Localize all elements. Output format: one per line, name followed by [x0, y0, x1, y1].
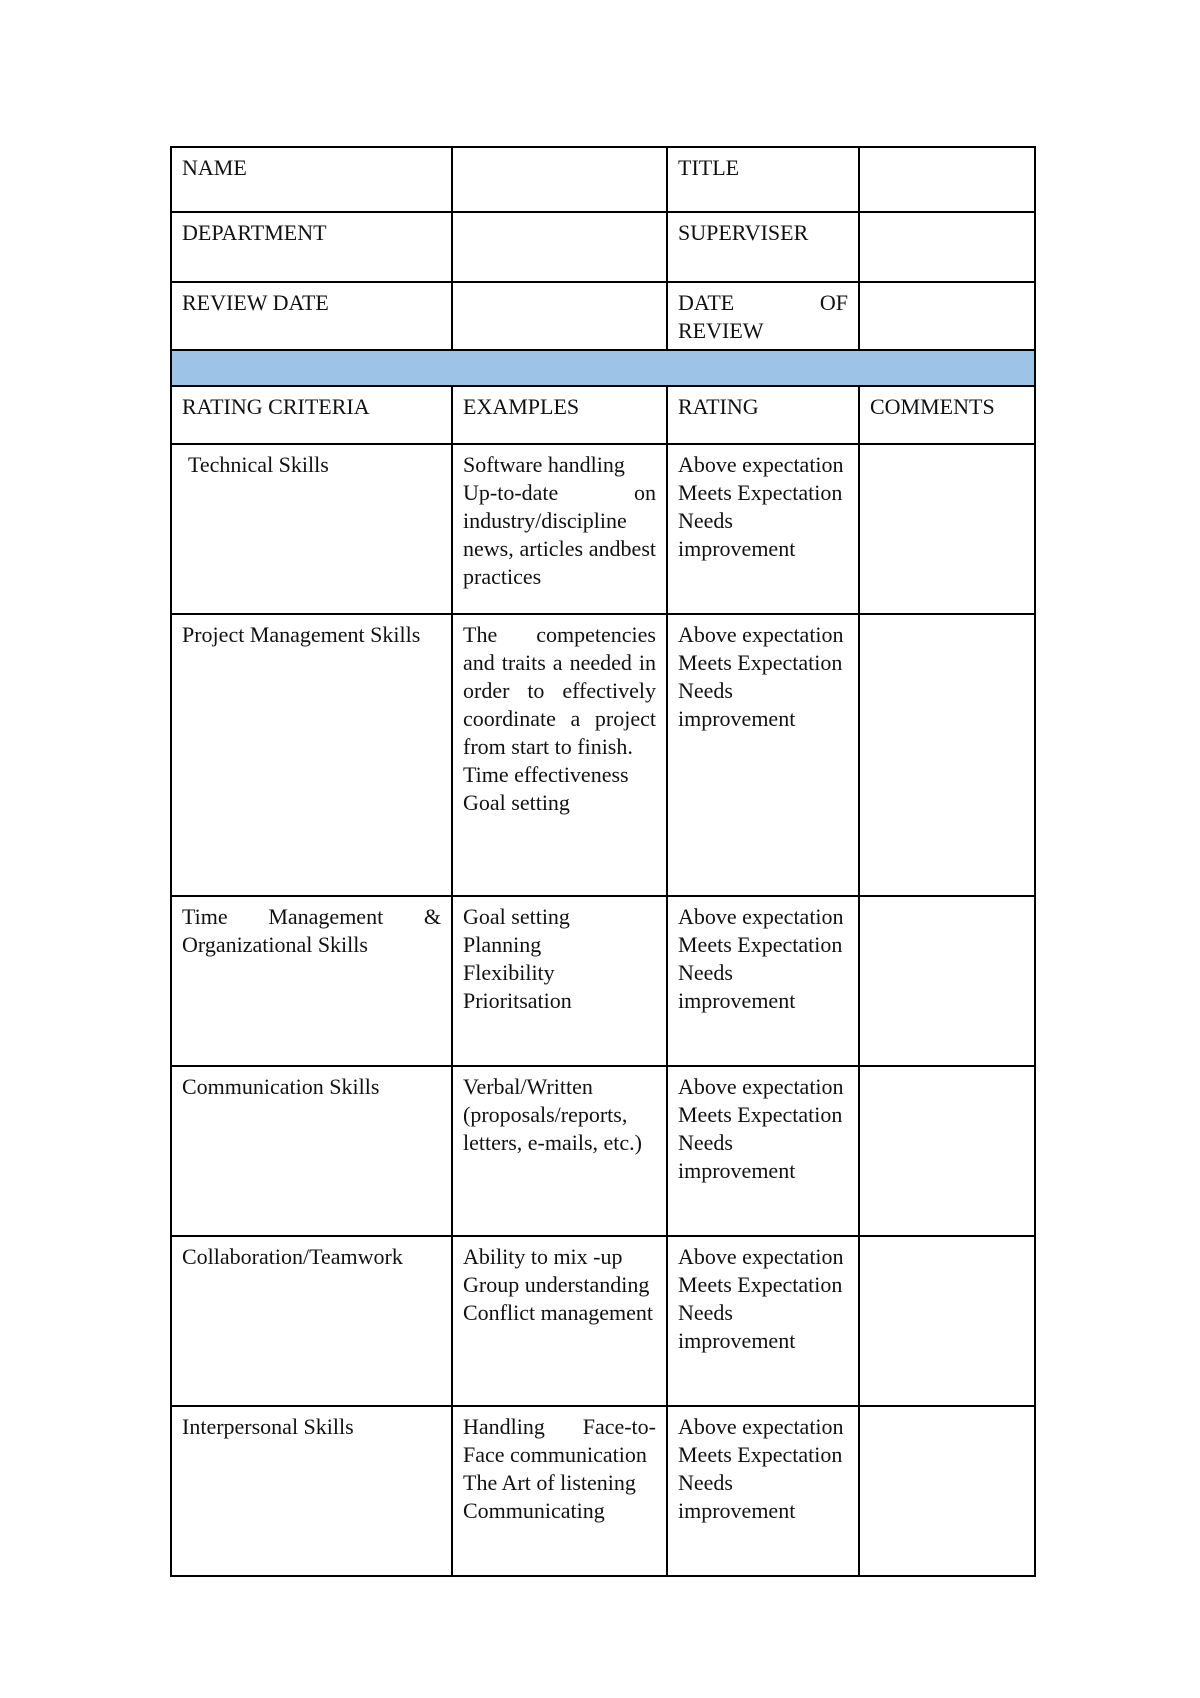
example-item: Prioritsation	[463, 988, 572, 1013]
example-item: Handling Face-to-Face communication	[463, 1414, 656, 1467]
examples-cell	[452, 896, 667, 1066]
rating-option[interactable]: Meets Expectation	[678, 1442, 843, 1467]
name-label: NAME	[171, 147, 452, 212]
criteria-label: Interpersonal Skills	[182, 1414, 354, 1439]
rating-cell[interactable]	[667, 896, 859, 1066]
rating-option[interactable]: Above expectation	[678, 1244, 844, 1269]
examples-cell	[452, 1066, 667, 1236]
rating-option[interactable]: Meets Expectation	[678, 1272, 843, 1297]
review-date-field[interactable]	[452, 282, 667, 350]
criteria-row	[171, 1066, 1035, 1236]
rating-option[interactable]: Meets Expectation	[678, 650, 843, 675]
example-item: Time effectiveness	[463, 762, 629, 787]
rating-option[interactable]: Meets Expectation	[678, 932, 843, 957]
rating-option[interactable]: Needs improvement	[678, 678, 796, 731]
rating-cell[interactable]	[667, 614, 859, 896]
example-item: The Art of listening	[463, 1470, 636, 1495]
comments-field[interactable]	[859, 1236, 1035, 1406]
criteria-label: Collaboration/Teamwork	[182, 1244, 403, 1269]
title-label: TITLE	[667, 147, 859, 212]
criteria-label: Project Management Skills	[182, 622, 421, 647]
date-of-review-label: DATE OF REVIEW	[667, 282, 859, 350]
review-date-row	[171, 282, 1035, 350]
criteria-cell	[171, 896, 452, 1066]
rating-option[interactable]: Meets Expectation	[678, 1102, 843, 1127]
rating-option[interactable]: Needs improvement	[678, 508, 796, 561]
criteria-row	[171, 614, 1035, 896]
rating-option[interactable]: Needs improvement	[678, 960, 796, 1013]
comments-field[interactable]	[859, 1406, 1035, 1576]
examples-cell	[452, 1236, 667, 1406]
department-field[interactable]	[452, 212, 667, 282]
rating-option[interactable]: Above expectation	[678, 1414, 844, 1439]
criteria-row	[171, 1236, 1035, 1406]
criteria-cell	[171, 444, 452, 614]
rating-column-header: RATING	[667, 386, 859, 444]
department-row	[171, 212, 1035, 282]
supervisor-field[interactable]	[859, 212, 1035, 282]
criteria-rows	[171, 444, 1035, 1576]
rating-option[interactable]: Needs improvement	[678, 1470, 796, 1523]
rating-option[interactable]: Above expectation	[678, 622, 844, 647]
rating-option[interactable]: Above expectation	[678, 452, 844, 477]
section-divider-band	[171, 350, 1035, 386]
example-item: Communicating	[463, 1498, 605, 1523]
rating-option[interactable]: Needs improvement	[678, 1300, 796, 1353]
criteria-row	[171, 444, 1035, 614]
example-item: Up-to-date on industry/discipline news, articles andbest practices	[463, 480, 656, 589]
criteria-cell	[171, 1236, 452, 1406]
criteria-cell	[171, 1406, 452, 1576]
rating-option[interactable]: Above expectation	[678, 904, 844, 929]
rating-cell[interactable]	[667, 1236, 859, 1406]
examples-cell	[452, 1406, 667, 1576]
example-item: Planning	[463, 932, 542, 957]
date-of-review-field[interactable]	[859, 282, 1035, 350]
rating-option[interactable]: Above expectation	[678, 1074, 844, 1099]
example-item: Conflict management	[463, 1300, 653, 1325]
supervisor-label: SUPERVISER	[667, 212, 859, 282]
rating-cell[interactable]	[667, 1406, 859, 1576]
criteria-cell	[171, 1066, 452, 1236]
comments-column-header: COMMENTS	[859, 386, 1035, 444]
department-label: DEPARTMENT	[171, 212, 452, 282]
criteria-row	[171, 896, 1035, 1066]
column-header-row	[171, 386, 1035, 444]
name-field[interactable]	[452, 147, 667, 212]
criteria-row	[171, 1406, 1035, 1576]
example-item: Group understanding	[463, 1272, 650, 1297]
examples-column-header: EXAMPLES	[452, 386, 667, 444]
examples-cell	[452, 444, 667, 614]
example-item: Ability to mix -up	[463, 1244, 623, 1269]
example-item: Verbal/Written (proposals/reports, letters, e-mails, etc.)	[463, 1074, 642, 1155]
comments-field[interactable]	[859, 896, 1035, 1066]
rating-cell[interactable]	[667, 1066, 859, 1236]
criteria-cell	[171, 614, 452, 896]
comments-field[interactable]	[859, 614, 1035, 896]
blue-band	[171, 350, 1035, 386]
criteria-label: Communication Skills	[182, 1074, 380, 1099]
name-row	[171, 147, 1035, 212]
example-item: Software handling	[463, 452, 625, 477]
example-item: Goal setting	[463, 904, 570, 929]
title-field[interactable]	[859, 147, 1035, 212]
examples-cell	[452, 614, 667, 896]
example-item: The competencies and traits a needed in order to effectively coordinate a project from start to finish.	[463, 622, 656, 759]
criteria-label: Technical Skills	[188, 452, 329, 477]
comments-field[interactable]	[859, 1066, 1035, 1236]
appraisal-form-table	[170, 146, 1036, 1577]
criteria-column-header: RATING CRITERIA	[171, 386, 452, 444]
comments-field[interactable]	[859, 444, 1035, 614]
example-item: Flexibility	[463, 960, 555, 985]
rating-option[interactable]: Meets Expectation	[678, 480, 843, 505]
criteria-label: Time Management & Organizational Skills	[182, 904, 441, 957]
rating-option[interactable]: Needs improvement	[678, 1130, 796, 1183]
rating-cell[interactable]	[667, 444, 859, 614]
review-date-label: REVIEW DATE	[171, 282, 452, 350]
example-item: Goal setting	[463, 790, 570, 815]
